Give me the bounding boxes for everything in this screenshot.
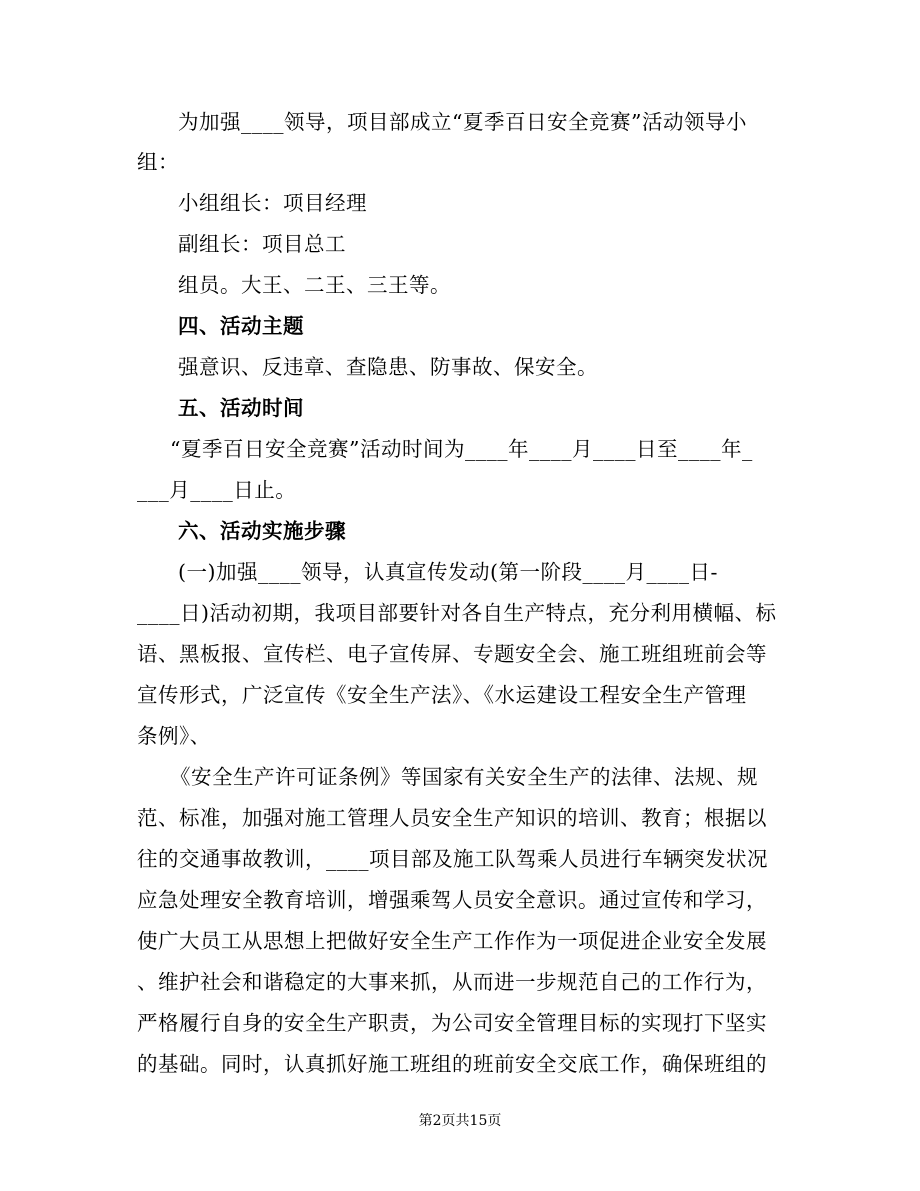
paragraph-line: (一)加强____领导，认真宣传发动(第一阶段____月____日- [178,560,718,584]
paragraph-line: ___月____日止。 [137,478,297,502]
paragraph-line: 宣传形式，广泛宣传《安全生产法》、《水运建设工程安全生产管理 [137,683,747,707]
paragraph-line: 应急处理安全教育培训，增强乘驾人员安全意识。通过宣传和学习， [137,888,767,912]
paragraph-line: 范、标准，加强对施工管理人员安全生产知识的培训、教育；根据以 [137,806,767,830]
paragraph-line: 条例》、 [137,724,211,748]
paragraph-line: 语、黑板报、宣传栏、电子宣传屏、专题安全会、施工班组班前会等 [137,642,767,666]
paragraph-line: 严格履行自身的安全生产职责，为公司安全管理目标的实现打下坚实 [137,1011,767,1035]
section-heading: 六、活动实施步骤 [178,519,346,543]
section-heading: 五、活动时间 [178,396,304,420]
paragraph-line: “夏季百日安全竞赛”活动时间为____年____月____日至____年_ [170,437,753,461]
paragraph-line: 为加强____领导，项目部成立“夏季百日安全竞赛”活动领导小 [178,110,747,134]
paragraph-line: 《安全生产许可证条例》等国家有关安全生产的法律、法规、规 [170,765,758,789]
paragraph-line: 往的交通事故教训，____项目部及施工队驾乘人员进行车辆突发状况 [137,847,768,871]
paragraph-line: 使广大员工从思想上把做好安全生产工作作为一项促进企业安全发展 [137,929,767,953]
paragraph-line: 组： [137,150,179,174]
paragraph-line: 的基础。同时，认真抓好施工班组的班前安全交底工作，确保班组的 [137,1052,767,1076]
page-number-footer: 第2页共15页 [418,1113,502,1129]
paragraph-line: 组员。大王、二王、三王等。 [178,273,451,297]
paragraph-line: 小组组长：项目经理 [178,191,367,215]
section-heading: 四、活动主题 [178,314,304,338]
paragraph-line: 副组长：项目总工 [178,232,346,256]
paragraph-line: 、维护社会和谐稳定的大事来抓，从而进一步规范自己的工作行为， [137,970,767,994]
paragraph-line: 强意识、反违章、查隐患、防事故、保安全。 [178,355,598,379]
paragraph-line: ____日)活动初期，我项目部要针对各自生产特点，充分利用横幅、标 [137,601,777,625]
